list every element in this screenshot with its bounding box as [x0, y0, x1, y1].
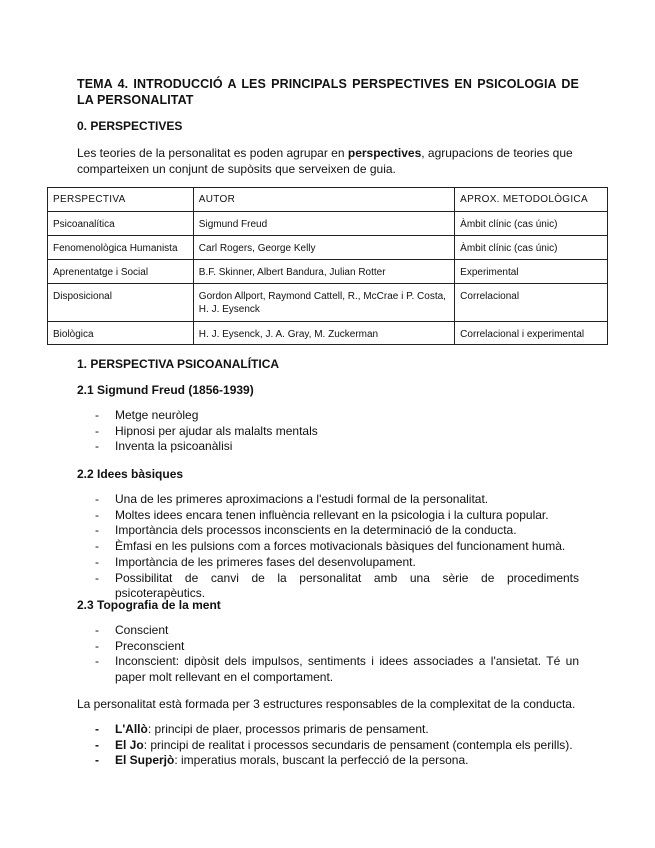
- table-cell: Correlacional i experimental: [455, 322, 608, 345]
- subsection-basic-ideas-heading: 2.2 Idees bàsiques: [77, 467, 184, 481]
- section-0-heading: 0. PERSPECTIVES: [77, 119, 183, 133]
- document-title: TEMA 4. INTRODUCCIÓ A LES PRINCIPALS PERSPECTIVES EN PSICOLOGIA DE LA PERSONALITAT: [77, 77, 579, 107]
- table-row: [48, 212, 608, 236]
- subsection-topography-heading: 2.3 Topografia de la ment: [77, 598, 221, 612]
- table-header-cell: APROX. METODOLÒGICA: [455, 188, 608, 212]
- table-cell: Carl Rogers, George Kelly: [193, 236, 454, 260]
- table-cell: Correlacional: [455, 284, 608, 322]
- table-row: [48, 260, 608, 284]
- table-cell: Fenomenològica Humanista: [48, 236, 194, 260]
- subsection-freud-heading: 2.1 Sigmund Freud (1856-1939): [77, 383, 254, 397]
- table-row: [48, 236, 608, 260]
- list-item: - Una de les primeres aproximacions a l'estudi formal de la personalitat.: [77, 492, 579, 508]
- structure-name: L'Allò: [115, 722, 148, 736]
- structure-desc: : imperatius morals, buscant la perfecció de la persona.: [174, 753, 469, 768]
- topography-list: [77, 623, 579, 686]
- intro-text-after: , agrupacions de teories que comparteixen un conjunt de supòsits que serveixen de guia.: [77, 146, 573, 176]
- list-item: - Metge neuròleg: [77, 408, 579, 424]
- list-item: - Possibilitat de canvi de la personalitat amb una sèrie de procediments psicoterapèutics.: [77, 571, 579, 602]
- table-cell: Àmbit clínic (cas únic): [455, 236, 608, 260]
- list-item: - Moltes idees encara tenen influència rellevant en la psicologia i la cultura popular.: [77, 508, 579, 524]
- list-item: - Preconscient: [77, 639, 579, 655]
- table-cell: Experimental: [455, 260, 608, 284]
- table-cell: Gordon Allport, Raymond Cattell, R., McCrae i P. Costa, H. J. Eysenck: [193, 284, 454, 322]
- table-row: [48, 284, 608, 322]
- table-header-row: [48, 188, 608, 212]
- structure-name: El Superjò: [115, 753, 175, 768]
- table-cell: Psicoanalítica: [48, 212, 194, 236]
- list-item: - Importància dels processos inconscients en la determinació de la conducta.: [77, 523, 579, 539]
- list-item: [77, 722, 579, 738]
- structure-desc: : principi de realitat i processos secundaris de pensament (contempla els perills).: [143, 737, 573, 752]
- list-item: - Inventa la psicoanàlisi: [77, 439, 579, 455]
- table-cell: B.F. Skinner, Albert Bandura, Julian Rotter: [193, 260, 454, 284]
- list-item: [77, 738, 579, 754]
- basic-ideas-list: [77, 492, 579, 602]
- list-item: [77, 753, 579, 769]
- table-cell: Àmbit clínic (cas únic): [455, 212, 608, 236]
- list-item: - Inconscient: dipòsit dels impulsos, sentiments i idees associades a l'ansietat. Té un paper molt rellevant en el comportament.: [77, 654, 579, 685]
- intro-text-before: Les teories de la personalitat es poden agrupar en: [77, 146, 348, 160]
- structure-name: El Jo: [115, 737, 144, 752]
- structures-intro: La personalitat està formada per 3 estructures responsables de la complexitat de la conducta.: [77, 697, 576, 711]
- table-row: [48, 322, 608, 345]
- freud-facts-list: [77, 408, 579, 455]
- section-1-heading: 1. PERSPECTIVA PSICOANALÍTICA: [77, 357, 280, 371]
- table-header-cell: AUTOR: [193, 188, 454, 212]
- personality-structures-list: [77, 722, 579, 769]
- table-cell: Aprenentatge i Social: [48, 260, 194, 284]
- table-header-cell: PERSPECTIVA: [48, 188, 194, 212]
- section-0-intro: [77, 145, 577, 177]
- table-cell: H. J. Eysenck, J. A. Gray, M. Zuckerman: [193, 322, 454, 345]
- intro-bold-term: perspectives: [347, 146, 422, 160]
- list-item: - Importància de les primeres fases del desenvolupament.: [77, 555, 579, 571]
- perspectives-table: [47, 187, 608, 345]
- table-cell: Sigmund Freud: [193, 212, 454, 236]
- list-item: - Èmfasi en les pulsions com a forces motivacionals bàsiques del funcionament humà.: [77, 539, 579, 555]
- list-item: - Hipnosi per ajudar als malalts mentals: [77, 424, 579, 440]
- list-item: - Conscient: [77, 623, 579, 639]
- structure-desc: : principi de plaer, processos primaris de pensament.: [147, 722, 429, 736]
- table-cell: Disposicional: [48, 284, 194, 322]
- table-cell: Biològica: [48, 322, 194, 345]
